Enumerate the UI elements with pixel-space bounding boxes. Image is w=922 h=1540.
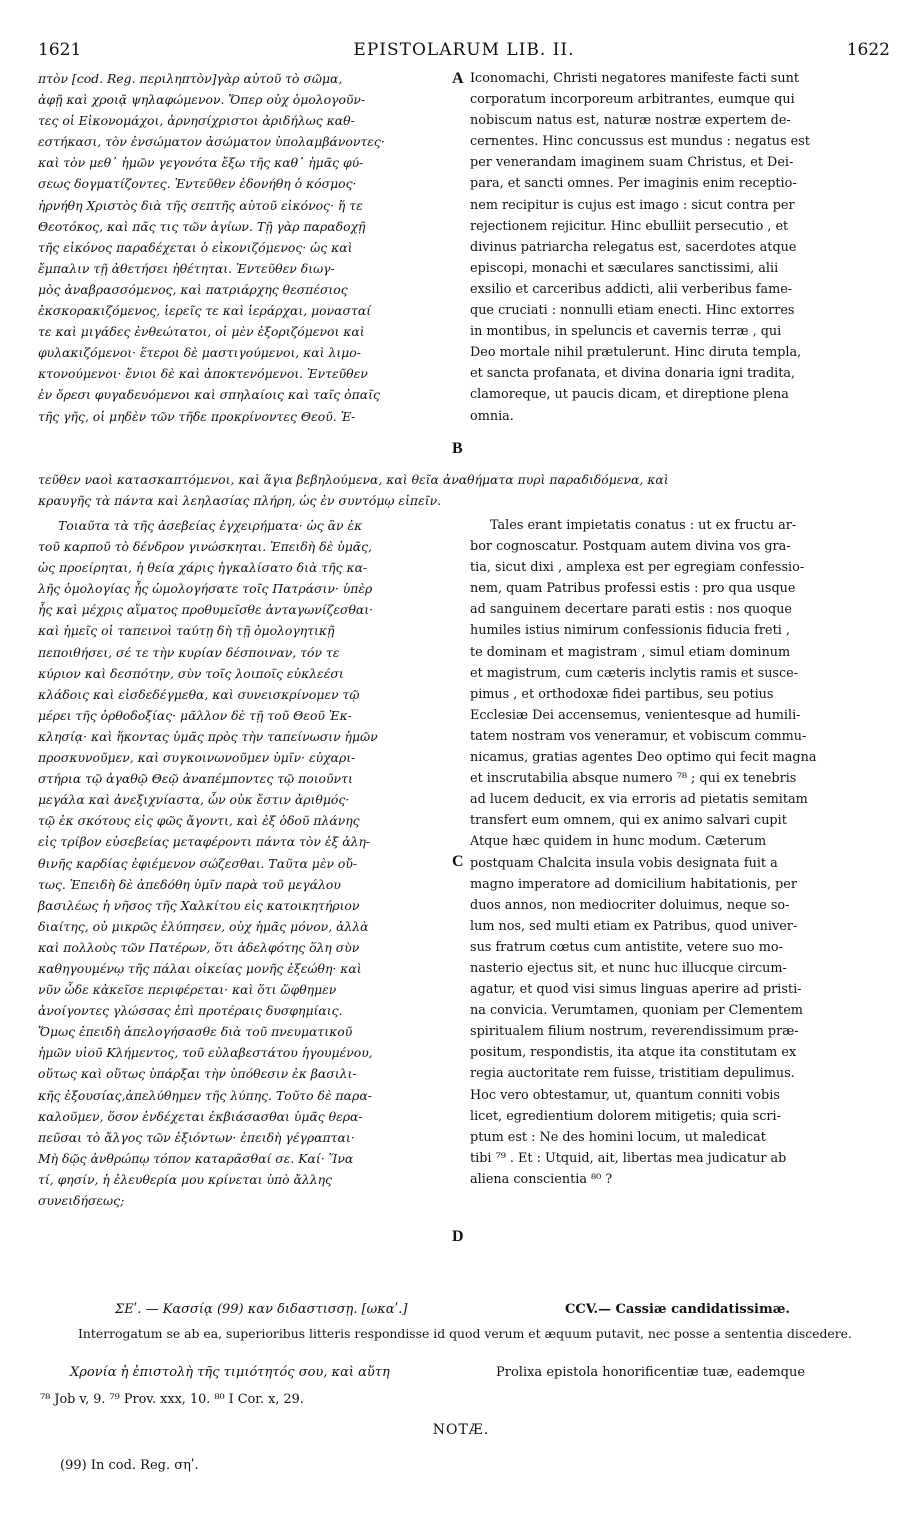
margin-marker-a: A bbox=[452, 70, 464, 87]
latin-text-line: agatur, et quod visi simus linguas aperire ad pristi- bbox=[470, 982, 802, 998]
greek-text-line: τως. Ἐπειδὴ δὲ ἀπεδόθη ὑμῖν παρὰ τοῦ μεγάλου bbox=[38, 876, 341, 892]
latin-text-line: omnia. bbox=[470, 408, 514, 424]
greek-text-line: μέρει τῆς ὀρθοδοξίας· μᾶλλον δὲ τῇ τοῦ Θεοῦ Ἐκ- bbox=[38, 707, 352, 723]
latin-text-line: divinus patriarcha relegatus est, sacerdotes atque bbox=[470, 239, 797, 255]
greek-text-line: στήρια τῷ ἀγαθῷ Θεῷ ἀναπέμποντες τῷ ποιοῦντι bbox=[38, 771, 353, 787]
greek-text-line: βασιλέως ἡ νῆσος τῆς Χαλκίτου εἰς κατοικητήριον bbox=[38, 897, 360, 913]
latin-text-line: pimus , et orthodoxæ fidei partibus, seu potius bbox=[470, 686, 774, 702]
greek-text-line: κτονούμενοι· ἔνιοι δὲ καὶ ἀποκτενόμενοι. Ἐντεῦθεν bbox=[38, 366, 368, 382]
latin-text-line: transfert eum omnem, qui ex animo salvari cupit bbox=[470, 813, 787, 829]
greek-text-line: ἔμπαλιν τῇ ἀθετήσει ἠθέτηται. Ἐντεῦθεν διωγ- bbox=[38, 260, 335, 276]
latin-text-line: episcopi, monachi et sæculares sanctissimi, alii bbox=[470, 260, 779, 276]
latin-text-line: et inscrutabilia absque numero ⁷⁸ ; qui ex tenebris bbox=[470, 771, 797, 787]
greek-text-line: καὶ πολλοὺς τῶν Πατέρων, ὅτι ἀδελφότης ὅλη σὺν bbox=[38, 939, 360, 955]
latin-text-line: et sancta profanata, et divina donaria igni tradita, bbox=[470, 366, 796, 382]
margin-marker-c: C bbox=[452, 853, 464, 870]
letter-summary: Interrogatum se ab ea, superioribus litteris respondisse id quod verum et æquum putavit, nec posse a sententia discedere. bbox=[78, 1326, 852, 1341]
latin-text-line: nicamus, gratias agentes Deo optimo qui fecit magna bbox=[470, 750, 817, 766]
greek-text-line: οὕτως καὶ οὕτως ὑπάρξαι τὴν ὑπόθεσιν ἐκ βασιλι- bbox=[38, 1066, 357, 1082]
page-number-right: 1622 bbox=[846, 40, 890, 60]
greek-text-line: τῆς εἰκόνος παραδέχεται ὁ εἰκονιζόμενος· ὡς καὶ bbox=[38, 239, 353, 255]
latin-text-line: Atque hæc quidem in hunc modum. Cæterum bbox=[470, 834, 767, 850]
latin-text-line: Ecclesiæ Dei accensemus, venientesque ad humili- bbox=[470, 707, 801, 723]
latin-text-line: positum, respondistis, ita atque ita constitutam ex bbox=[470, 1045, 797, 1061]
latin-text-line: tia, sicut dixi , amplexa est per egregiam confessio- bbox=[470, 560, 805, 576]
greek-text-line: ἐν ὄρεσι φυγαδευόμενοι καὶ σπηλαίοις καὶ ταῖς ὀπαῖς bbox=[38, 387, 380, 403]
latin-text-line: duos annos, non mediocriter doluimus, neque so- bbox=[470, 897, 790, 913]
greek-text-line: συνειδήσεως; bbox=[38, 1193, 125, 1208]
greek-text-line: κύριον καὶ δεσπότην, σὺν τοῖς λοιποῖς εὐκλεέσι bbox=[38, 665, 344, 681]
latin-text-line: nem, quam Patribus professi estis : pro qua usque bbox=[470, 581, 796, 597]
latin-text-line: corporatum incorporeum arbitrantes, eumque qui bbox=[470, 92, 795, 108]
greek-column-bottom bbox=[38, 515, 454, 1211]
latin-text-line: humiles istius nimirum confessionis fiducia freti , bbox=[470, 623, 790, 639]
greek-text-line: τε καὶ μιγάδες ἐνθεώτατοι, οἱ μὲν ἐξοριζόμενοι καὶ bbox=[38, 324, 365, 340]
greek-text-line: ἡμῶν υἱοῦ Κλήμεντος, τοῦ εὐλαβεστάτου ἡγουμένου, bbox=[38, 1045, 373, 1061]
greek-column-top bbox=[38, 68, 454, 427]
greek-text-line: σεως δογματίζοντες. Ἐντεῦθεν ἐδονήθη ὁ κόσμος· bbox=[38, 176, 357, 192]
full-width-lines bbox=[38, 469, 890, 511]
latin-text-line: bor cognoscatur. Postquam autem divina vos gra- bbox=[470, 539, 791, 555]
latin-text-line: na convicia. Verumtamen, quoniam per Clementem bbox=[470, 1003, 803, 1019]
scripture-references: ⁷⁸ Job v, 9. ⁷⁹ Prov. xxx, 10. ⁸⁰ I Cor. x, 29. bbox=[40, 1392, 304, 1407]
latin-text-line: Iconomachi, Christi negatores manifeste facti sunt bbox=[470, 71, 799, 86]
greek-text-line: νῦν ὧδε κἀκεῖσε περιφέρεται· καὶ ὅτι ὤφθημεν bbox=[38, 982, 337, 998]
running-title: EPISTOLARUM LIB. II. bbox=[353, 40, 575, 60]
notae-title: NOTÆ. bbox=[432, 1422, 490, 1438]
greek-text-line: καὶ τὸν μεθ᾽ ἡμῶν γεγονότα ἔξω τῆς καθ᾽ ἡμᾶς φύ- bbox=[38, 155, 364, 171]
latin-text-line: Tales erant impietatis conatus : ut ex fructu ar- bbox=[490, 518, 797, 533]
latin-text-line: nobiscum natus est, naturæ nostræ expertem de- bbox=[470, 113, 791, 129]
greek-text-line: καθηγουμένῳ τῆς πάλαι οἰκείας μονῆς ἐξεώθη· καὶ bbox=[38, 960, 362, 976]
greek-text-line: εἰς τρίβον εὐσεβείας μεταφέροντι πάντα τὸν ἐξ ἀλη- bbox=[38, 834, 371, 850]
greek-text-line: πεῦσαι τὸ ἄλγος τῶν ἐξιόντων· ἐπειδὴ γέγραπται· bbox=[38, 1129, 355, 1145]
latin-text-line: Deo mortale nihil prætulerunt. Hinc diruta templa, bbox=[470, 345, 802, 361]
latin-text-line: ptum est : Ne des homini locum, ut maledicat bbox=[470, 1129, 766, 1145]
greek-text-line: ἀφῇ καὶ χροιᾷ ψηλαφώμενον. Ὅπερ οὐχ ὁμολογοῦν- bbox=[38, 92, 366, 108]
latin-text-line: in montibus, in speluncis et cavernis terræ , qui bbox=[470, 324, 782, 340]
greek-letter-opening: Χρονία ἡ ἐπιστολὴ τῆς τιμιότητός σου, καὶ αὕτη bbox=[70, 1365, 390, 1380]
greek-text-line: τῆς γῆς, οἱ μηδὲν τῶν τῆδε προκρίνοντες Θεοῦ. Ἐ- bbox=[38, 408, 356, 424]
latin-text-line: per venerandam imaginem suam Christus, et Dei- bbox=[470, 155, 794, 171]
page-header bbox=[38, 40, 890, 66]
margin-marker-d: D bbox=[452, 1228, 464, 1245]
latin-text-line: cernentes. Hinc concussus est mundus : negatus est bbox=[470, 134, 810, 150]
latin-text-line: tibi ⁷⁹ . Et : Utquid, ait, libertas mea judicatur ab bbox=[470, 1150, 787, 1166]
greek-text-line: κλησίᾳ· καὶ ἥκοντας ὑμᾶς πρὸς τὴν ταπείνωσιν ἡμῶν bbox=[38, 728, 378, 744]
greek-text-line: καὶ ἡμεῖς οἱ ταπεινοὶ ταύτῃ δὴ τῇ ὁμολογητικῇ bbox=[38, 623, 335, 639]
greek-text-line: Θεοτόκος, καὶ πᾶς τις τῶν ἁγίων. Τῇ γὰρ παραδοχῇ bbox=[38, 218, 366, 234]
greek-text-line: προσκυνοῦμεν, καὶ συγκοινωνοῦμεν ὑμῖν· εὐχαρι- bbox=[38, 750, 356, 766]
latin-text-line: ad lucem deducit, ex via erroris ad pietatis semitam bbox=[470, 792, 808, 808]
latin-text-line: aliena conscientia ⁸⁰ ? bbox=[470, 1171, 613, 1187]
greek-text-line: πεποιθήσει, σέ τε τὴν κυρίαν δέσποιναν, τόν τε bbox=[38, 644, 340, 660]
greek-text-line: τοῦ καρποῦ τὸ δένδρον γινώσκηται. Ἐπειδὴ δὲ ὑμᾶς, bbox=[38, 539, 372, 555]
greek-text-line: φυλακιζόμενοι· ἕτεροι δὲ μαστιγούμενοι, καὶ λιμο- bbox=[38, 345, 361, 361]
latin-letter-opening: Prolixa epistola honorificentiæ tuæ, eademque bbox=[496, 1365, 806, 1380]
latin-text-line: sus fratrum cœtus cum antistite, vetere suo mo- bbox=[470, 939, 783, 955]
greek-text-line: μεγάλα καὶ ἀνεξιχνίαστα, ὧν οὐκ ἔστιν ἀριθμός· bbox=[38, 792, 350, 808]
latin-text-line: rejectionem rejicitur. Hinc ebulliit persecutio , et bbox=[470, 218, 789, 234]
greek-text-line: διαίτης, οὐ μικρῶς ἐλύπησεν, οὐχ ἡμᾶς μόνον, ἀλλὰ bbox=[38, 918, 369, 934]
full-width-text-line: κραυγῆς τὰ πάντα καὶ λεηλασίας πλήρη, ὡς ἐν συντόμῳ εἰπεῖν. bbox=[38, 493, 442, 508]
latin-text-line: tatem nostram vos veneramur, et vobiscum commu- bbox=[470, 728, 807, 744]
latin-text-line: magno imperatore ad domicilium habitationis, per bbox=[470, 876, 798, 892]
latin-text-line: que cruciati : nonnulli etiam enecti. Hinc extorres bbox=[470, 303, 795, 319]
latin-text-line: Hoc vero obtestamur, ut, quantum conniti vobis bbox=[470, 1087, 780, 1103]
latin-text-line: spiritualem filium nostrum, reverendissimum præ- bbox=[470, 1024, 799, 1040]
greek-text-line: ἀνοίγοντες γλώσσας ἐπὶ προτέραις δυσφημίαις. bbox=[38, 1003, 343, 1019]
full-width-text-line: τεῦθεν ναοὶ κατασκαπτόμενοι, καὶ ἅγια βεβηλούμενα, καὶ θεῖα ἀναθήματα πυρὶ παραδιδόμενα, καὶ bbox=[38, 472, 669, 487]
latin-text-line: te dominam et magistram , simul etiam dominum bbox=[470, 644, 791, 660]
latin-text-line: nem recipitur is cujus est imago : sicut contra per bbox=[470, 197, 795, 213]
greek-text-line: ἧς καὶ μέχρις αἵματος προθυμεῖσθε ἀνταγωνίζεσθαι· bbox=[38, 602, 374, 618]
latin-letter-heading: CCV.— Cassiæ candidatissimæ. bbox=[565, 1302, 790, 1317]
greek-text-line: τῷ ἐκ σκότους εἰς φῶς ἄγοντι, καὶ ἐξ ὁδοῦ πλάνης bbox=[38, 813, 360, 829]
greek-text-line: θινῆς καρδίας ἐφιέμενον σώζεσθαι. Ταῦτα μὲν οὔ- bbox=[38, 855, 358, 871]
latin-text-line: nasterio ejectus sit, et nunc huc illucque circum- bbox=[470, 960, 787, 976]
latin-column-bottom bbox=[470, 515, 890, 1190]
page-number-left: 1621 bbox=[38, 40, 82, 60]
latin-text-line: licet, egredientium dolorem mitigetis; quia scri- bbox=[470, 1108, 781, 1124]
greek-text-line: κλάδοις καὶ εἰσδεδέγμεθα, καὶ συνεισκρίνομεν τῷ bbox=[38, 686, 360, 702]
greek-text-line: εστήκασι, τὸν ἐνσώματον ἀσώματον ὑπολαμβάνοντες· bbox=[38, 134, 385, 150]
margin-marker-b: B bbox=[452, 440, 463, 457]
greek-text-line: μὸς ἀναβρασσόμενος, καὶ πατριάρχης θεσπέσιος bbox=[38, 281, 348, 297]
greek-text-line: Μὴ δῷς ἀνθρώπῳ τόπον καταρᾶσθαί σε. Καί· Ἵνα bbox=[38, 1150, 354, 1166]
latin-text-line: postquam Chalcita insula vobis designata fuit a bbox=[470, 855, 778, 871]
latin-text-line: clamoreque, ut paucis dicam, et direptione plena bbox=[470, 387, 789, 403]
latin-text-line: ad sanguinem decertare parati estis : nos quoque bbox=[470, 602, 793, 618]
greek-text-line: Τοιαῦτα τὰ τῆς ἀσεβείας ἐγχειρήματα· ὡς ἂν ἐκ bbox=[58, 518, 363, 533]
greek-text-line: ὡς προείρηται, ἡ θεία χάρις ἠγκαλίσατο διὰ τῆς κα- bbox=[38, 560, 368, 576]
note-99: (99) In cod. Reg. σηʹ. bbox=[60, 1458, 199, 1473]
greek-text-line: τες οἱ Εἰκονομάχοι, ἀρνησίχριστοι ἀριδήλως καθ- bbox=[38, 113, 355, 129]
latin-text-line: para, et sancti omnes. Per imaginis enim receptio- bbox=[470, 176, 797, 192]
latin-column-top bbox=[470, 68, 890, 427]
latin-text-line: regia auctoritate rem fuisse, tristitiam depulimus. bbox=[470, 1066, 795, 1082]
greek-text-line: ἐκσκορακιζόμενος, ἱερεῖς τε καὶ ἱεράρχαι, μονασταί bbox=[38, 303, 372, 319]
greek-text-line: λῆς ὁμολογίας ἧς ὡμολογήσατε τοῖς Πατράσιν· ὑπὲρ bbox=[38, 581, 373, 597]
greek-text-line: τί, φησίν, ἡ ἐλευθερία μου κρίνεται ὑπὸ ἄλλης bbox=[38, 1171, 332, 1187]
greek-text-line: Ὅμως ἐπειδὴ ἀπελογήσασθε διὰ τοῦ πνευματικοῦ bbox=[38, 1024, 353, 1040]
greek-text-line: κῆς ἐξουσίας,ἀπελύθημεν τῆς λύπης. Τοῦτο δὲ παρα- bbox=[38, 1087, 372, 1103]
latin-text-line: et magistrum, cum cæteris inclytis ramis et susce- bbox=[470, 665, 799, 681]
greek-text-line: καλοῦμεν, ὅσον ἐνδέχεται ἐκβιάσασθαι ὑμᾶς θερα- bbox=[38, 1108, 363, 1124]
greek-text-line: ἠρνήθη Χριστὸς διὰ τῆς σεπτῆς αὐτοῦ εἰκόνος· ἥ τε bbox=[38, 197, 363, 213]
latin-text-line: lum nos, sed multi etiam ex Patribus, quod univer- bbox=[470, 918, 798, 934]
greek-letter-heading: ΣΕʹ. — Κασσίᾳ (99) καν διδαστισσῃ. [ωκαʹ.] bbox=[115, 1302, 408, 1317]
latin-text-line: exsilio et carceribus addicti, alii verberibus fame- bbox=[470, 281, 793, 297]
greek-text-line: πτὸν [cod. Reg. περιληπτὸν]γὰρ αὐτοῦ τὸ σῶμα, bbox=[38, 71, 343, 86]
